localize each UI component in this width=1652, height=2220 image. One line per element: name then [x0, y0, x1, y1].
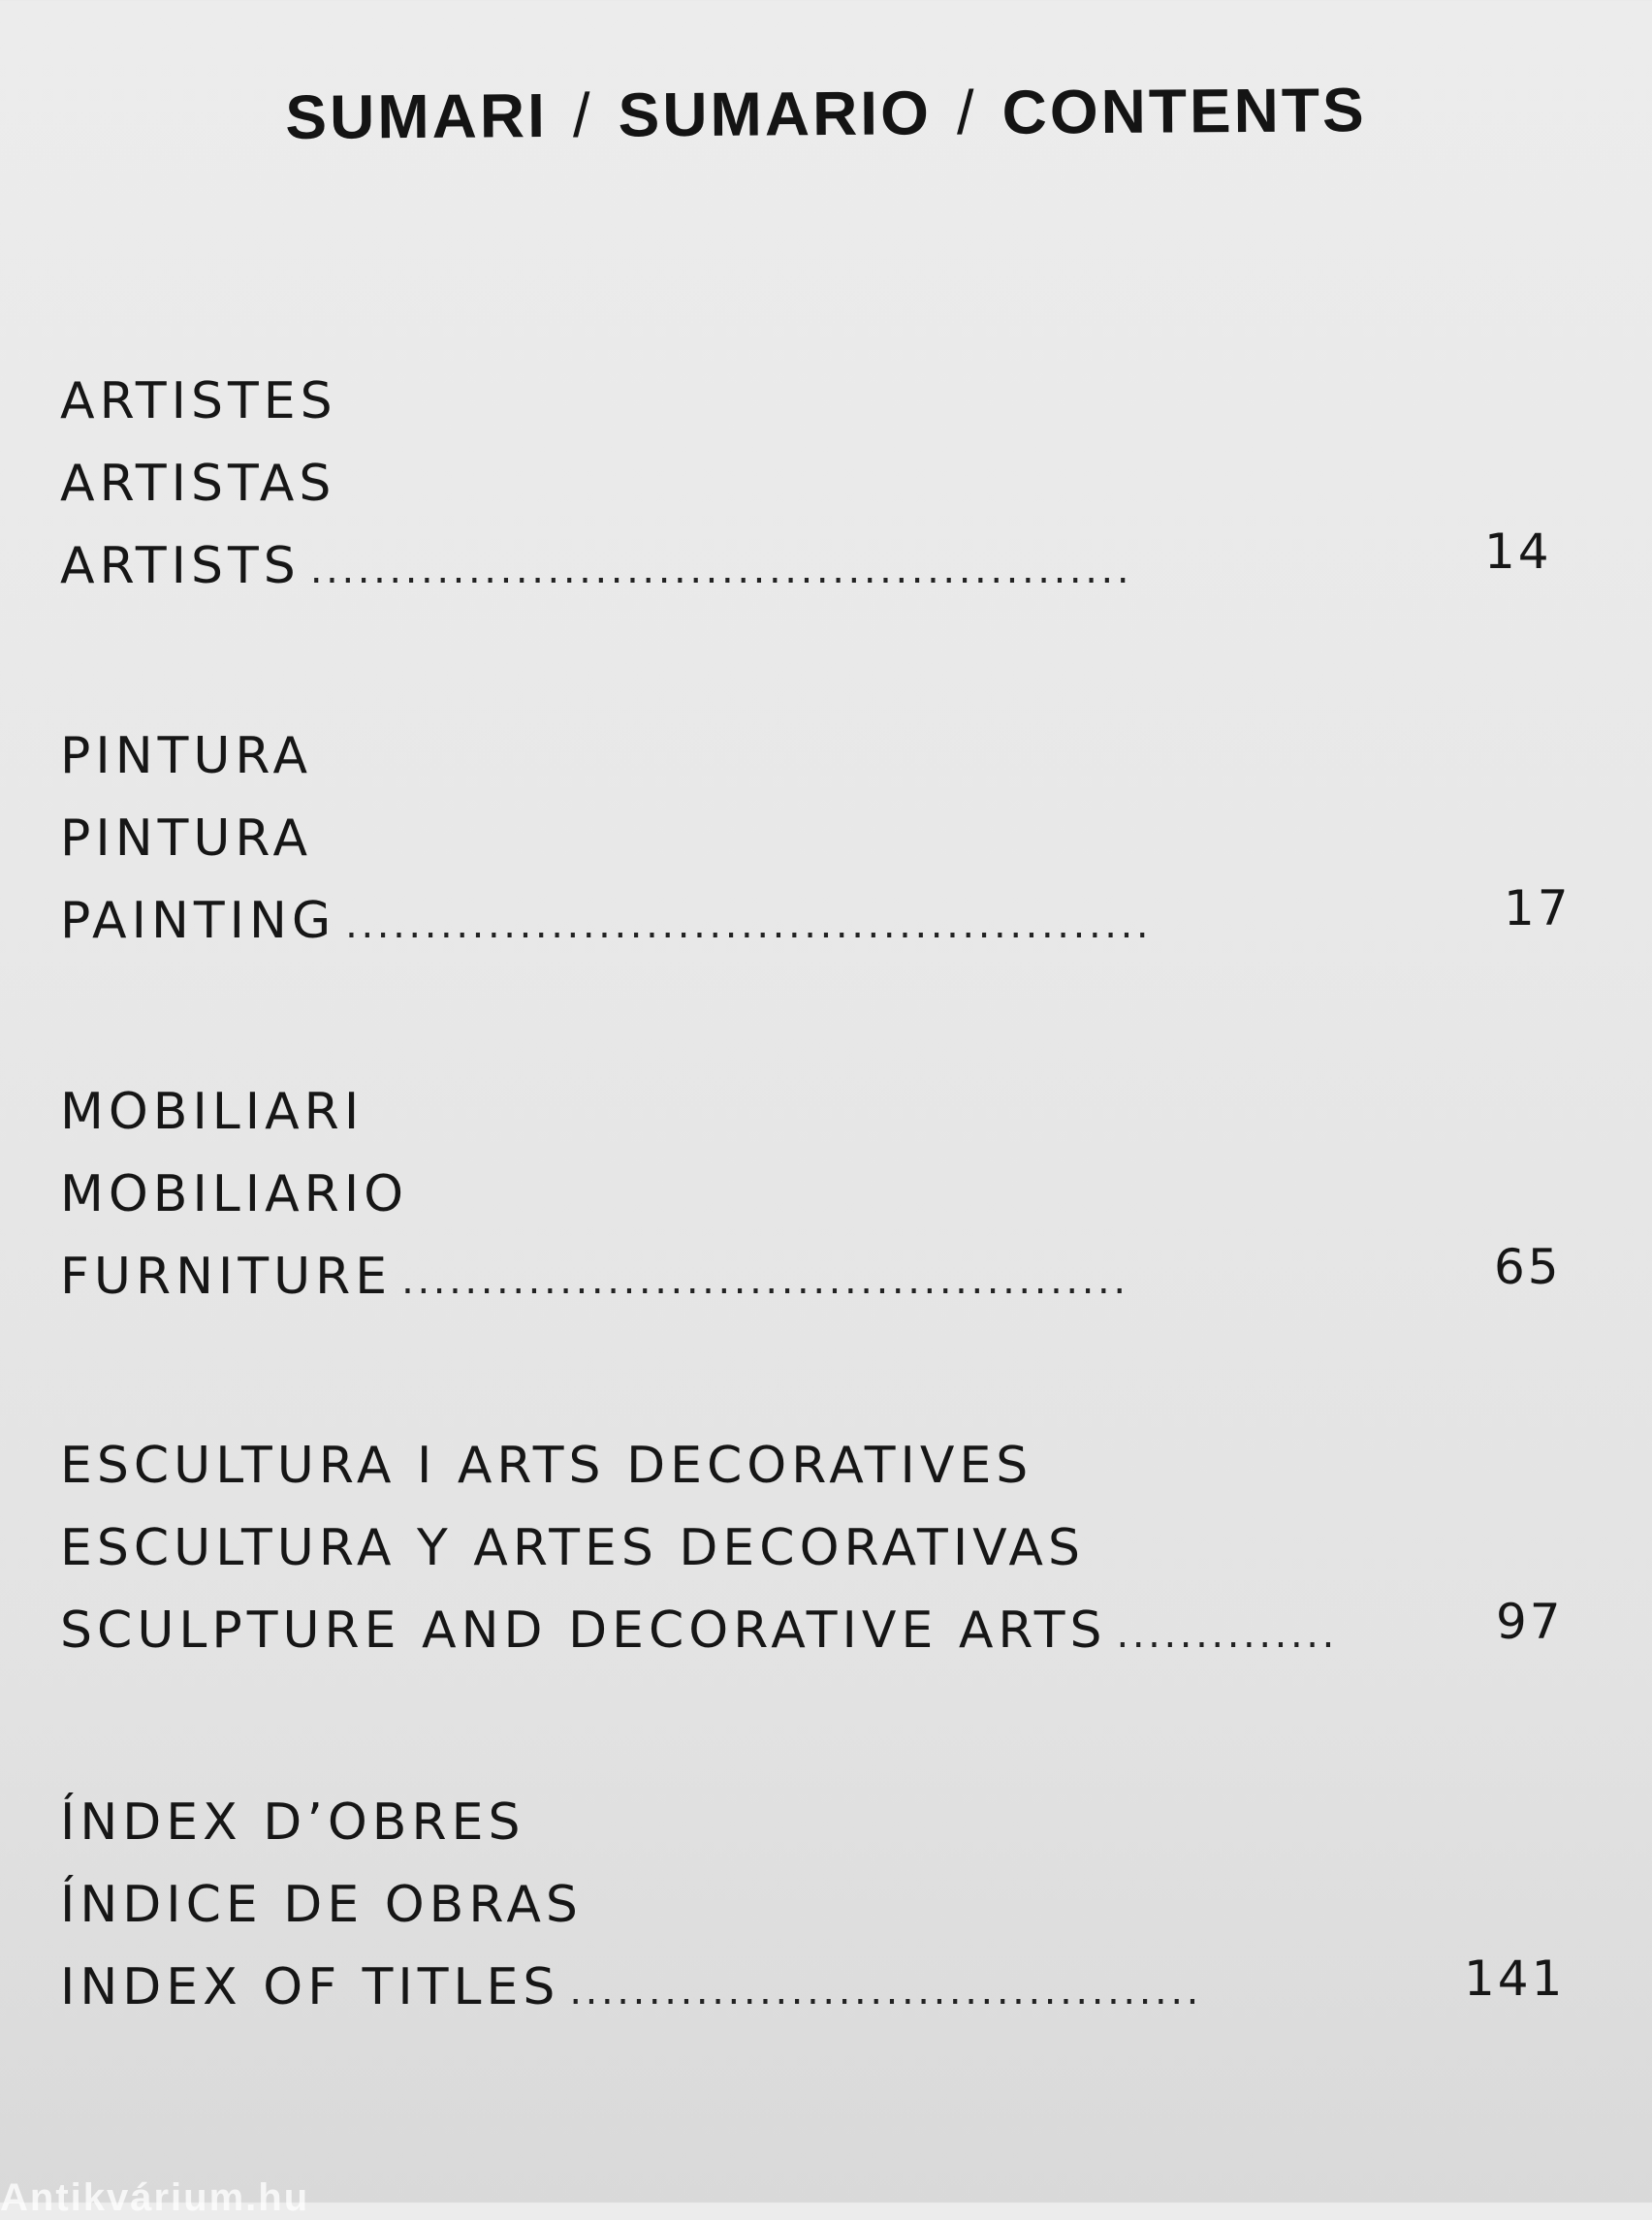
entry-label-catalan: PINTURA — [60, 727, 313, 785]
entry-label-english: INDEX OF TITLES — [60, 1958, 560, 2016]
entry-label-catalan: ESCULTURA I ARTS DECORATIVES — [60, 1437, 1033, 1495]
entry-label-english: SCULPTURE AND DECORATIVE ARTS — [60, 1602, 1107, 1660]
dot-leader: .............. — [1116, 1612, 1338, 1657]
toc-entry-furniture[interactable] — [60, 1071, 1573, 1318]
title-spanish: SUMARIO — [618, 78, 933, 150]
entry-label-catalan: MOBILIARI — [60, 1083, 365, 1141]
toc-entry-index[interactable] — [60, 1782, 1573, 2029]
title-english: CONTENTS — [1001, 75, 1367, 147]
entry-row-english — [60, 1947, 1573, 2029]
entry-row-english — [60, 525, 1573, 608]
entry-label-catalan: ÍNDEX D’OBRES — [60, 1793, 525, 1852]
page-number[interactable]: 17 — [1504, 880, 1572, 936]
dot-leader: ........................................ — [569, 1969, 1202, 2014]
entry-label-english: PAINTING — [60, 892, 336, 950]
title-catalan: SUMARI — [285, 80, 549, 152]
toc-entry-sculpture[interactable] — [60, 1425, 1573, 1672]
entry-label-catalan: ARTISTES — [60, 372, 337, 430]
dot-leader: ................................................... — [345, 903, 1153, 947]
page-number[interactable]: 65 — [1494, 1239, 1562, 1295]
entry-row-english — [60, 1590, 1573, 1672]
page-number[interactable]: 14 — [1484, 523, 1552, 580]
title-separator: / — [572, 79, 593, 150]
entry-row-english — [60, 880, 1573, 963]
page-title — [0, 72, 1652, 155]
page-number[interactable]: 97 — [1496, 1594, 1564, 1650]
page-number[interactable]: 141 — [1464, 1950, 1566, 2007]
entry-label-spanish: ARTISTAS — [60, 455, 336, 513]
toc-entry-artists[interactable] — [60, 361, 1573, 608]
entry-label-spanish: ÍNDICE DE OBRAS — [60, 1876, 583, 1934]
entry-label-spanish: ESCULTURA Y ARTES DECORATIVAS — [60, 1519, 1085, 1577]
entry-label-spanish: PINTURA — [60, 809, 313, 868]
entry-label-spanish: MOBILIARIO — [60, 1165, 409, 1223]
entry-label-english: ARTISTS — [60, 537, 301, 595]
title-separator: / — [956, 77, 977, 148]
watermark: Antikvárium.hu — [0, 2176, 310, 2219]
entry-row-english — [60, 1236, 1573, 1318]
dot-leader: .............................................. — [401, 1258, 1129, 1303]
dot-leader: .................................................... — [309, 548, 1133, 592]
entry-label-english: FURNITURE — [60, 1248, 393, 1306]
toc-entry-painting[interactable] — [60, 715, 1573, 963]
